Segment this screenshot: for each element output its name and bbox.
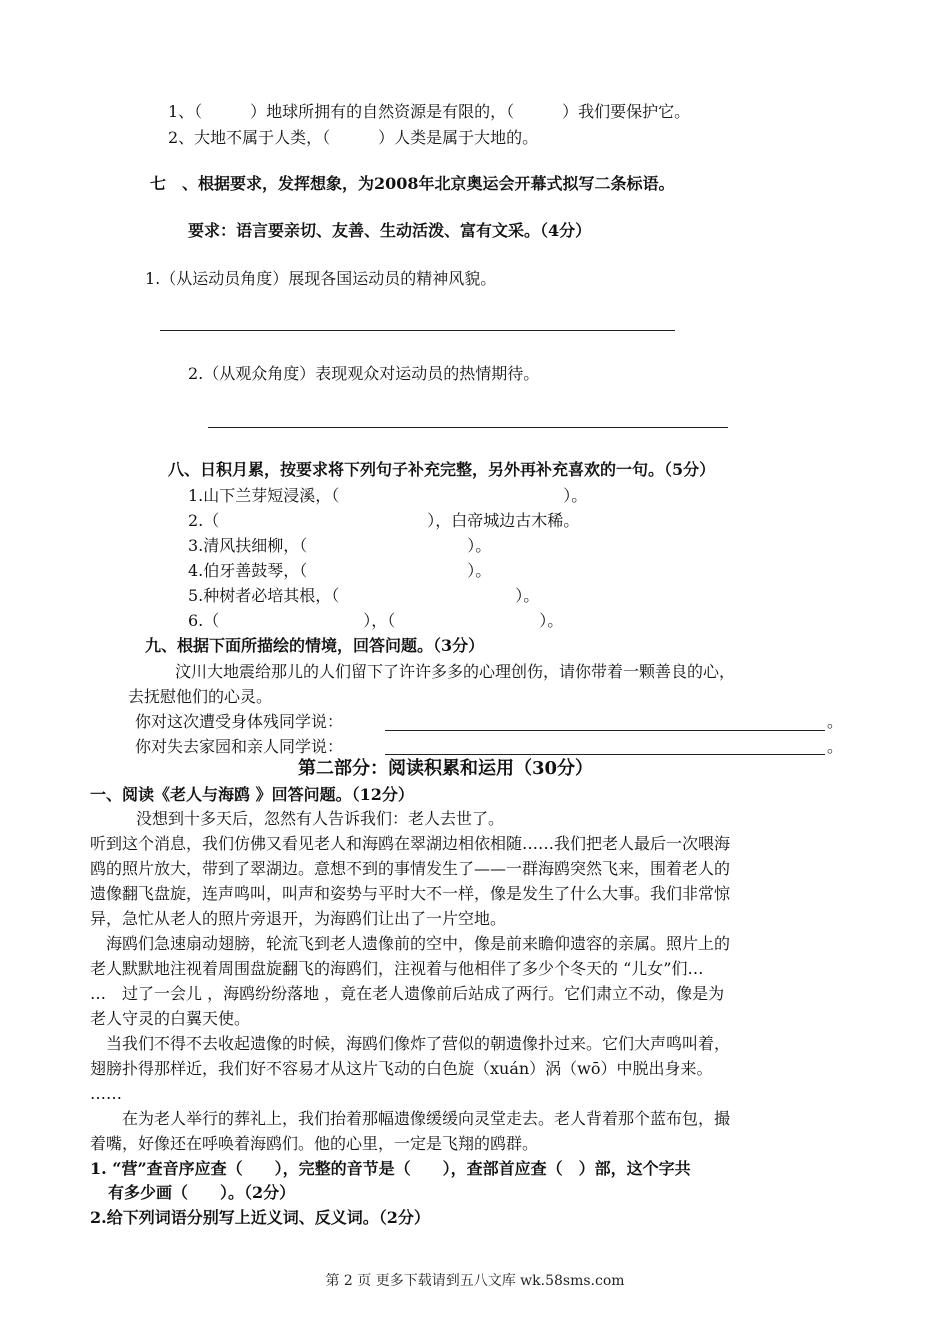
connective-question-1: 1、（ ）地球所拥有的自然资源是有限的，（ ）我们要保护它。	[168, 102, 691, 121]
passage-line: … 过了一会儿 ，海鸥纷纷落地 ，竟在老人遗像前后站成了两行。它们肃立不动，像是为	[90, 984, 725, 1003]
poem-fill-item: 6.（ ），（ ）。	[188, 611, 564, 630]
passage-line: 听到这个消息，我们仿佛又看见老人和海鸥在翠湖边相依相随……我们把老人最后一次喂海	[90, 834, 731, 853]
poem-fill-item: 1.山下兰芽短浸溪，（ ）。	[188, 486, 588, 505]
section-7-heading: 七 、根据要求，发挥想象，为2008年北京奥运会开幕式拟写二条标语。	[150, 174, 675, 193]
section-9-paragraph-line-2: 去抚慰他们的心灵。	[128, 687, 273, 706]
passage-line: 鸥的照片放大，带到了翠湖边。意想不到的事情发生了——一群海鸥突然飞来，围着老人的	[90, 859, 731, 878]
passage-line: 遗像翻飞盘旋，连声鸣叫，叫声和姿势与平时大不一样，像是发生了什么大事。我们非常惊	[90, 884, 731, 903]
reading-heading: 一、阅读《老人与海鸥 》回答问题。（12分）	[90, 785, 414, 804]
passage-line: 在为老人举行的葬礼上，我们抬着那幅遗像缓缓向灵堂走去。老人背着那个蓝布包，撮	[90, 1109, 731, 1128]
slogan-prompt-1: 1.（从运动员角度）展现各国运动员的精神风貌。	[145, 269, 497, 288]
comfort-prompt-1: 你对这次遭受身体残同学说：	[135, 712, 344, 731]
passage-line: 当我们不得不去收起遗像的时候，海鸥们像炸了营似的朝遗像扑过来。它们大声鸣叫着，	[90, 1034, 731, 1053]
section-9-paragraph-line-1: 汶川大地震给那儿的人们留下了许许多多的心理创伤，请你带着一颗善良的心，	[175, 662, 736, 681]
section-7-requirement: 要求：语言要亲切、友善、生动活泼、富有文采。（4分）	[188, 221, 592, 240]
question-2: 2.给下列词语分别写上近义词、反义词。（2分）	[90, 1208, 430, 1227]
passage-line: 老人守灵的白翼天使。	[90, 1009, 251, 1028]
comfort-prompt-2: 你对失去家园和亲人同学说：	[135, 737, 344, 756]
section-8-heading: 八、日积月累，按要求将下列句子补充完整，另外再补充喜欢的一句。（5分）	[168, 460, 716, 479]
passage-line: 海鸥们急速扇动翅膀，轮流飞到老人遗像前的空中，像是前来瞻仰遗容的亲属。照片上的	[90, 934, 731, 953]
slogan-answer-line-2[interactable]	[208, 427, 728, 428]
comfort-answer-line-2[interactable]	[385, 754, 825, 755]
end-mark: 。	[827, 737, 844, 756]
poem-fill-item: 2.（ ），白帝城边古木稀。	[188, 511, 580, 530]
passage-line: 翅膀扑得那样近，我们好不容易才从这片飞动的白色旋（xuán）涡（wō）中脱出身来。	[90, 1059, 713, 1078]
question-1-line-2: 有多少画（ ）。（2分）	[108, 1183, 296, 1202]
part-2-title: 第二部分：阅读积累和运用（30分）	[298, 758, 594, 779]
passage-line: 异，急忙从老人的照片旁退开，为海鸥们让出了一片空地。	[90, 909, 507, 928]
poem-fill-item: 3.清风扶细柳，（ ）。	[188, 536, 492, 555]
slogan-prompt-2: 2.（从观众角度）表现观众对运动员的热情期待。	[188, 364, 540, 383]
end-mark: 。	[827, 712, 844, 731]
poem-fill-item: 4.伯牙善鼓琴，（ ）。	[188, 561, 492, 580]
poem-fill-item: 5.种树者必培其根，（ ）。	[188, 586, 540, 605]
passage-line: 着嘴，好像还在呼唤着海鸥们。他的心里，一定是飞翔的鸥群。	[90, 1134, 539, 1153]
passage-line: 没想到十多天后，忽然有人告诉我们：老人去世了。	[120, 809, 505, 828]
connective-question-2: 2、大地不属于人类，（ ）人类是属于大地的。	[168, 128, 539, 147]
passage-line: ……	[90, 1084, 122, 1103]
section-9-heading: 九、根据下面所描绘的情境，回答问题。（3分）	[145, 636, 485, 655]
question-1-line-1: 1. “营”查音序应查（ ），完整的音节是（ ），查部首应查（ ）部，这个字共	[90, 1159, 691, 1178]
page-footer: 第 2 页 更多下载请到五八文库 wk.58sms.com	[325, 1273, 625, 1289]
slogan-answer-line-1[interactable]	[160, 330, 675, 331]
comfort-answer-line-1[interactable]	[385, 730, 825, 731]
passage-line: 老人默默地注视着周围盘旋翻飞的海鸥们，注视着与他相伴了多少个冬天的 “儿女”们…	[90, 959, 704, 978]
